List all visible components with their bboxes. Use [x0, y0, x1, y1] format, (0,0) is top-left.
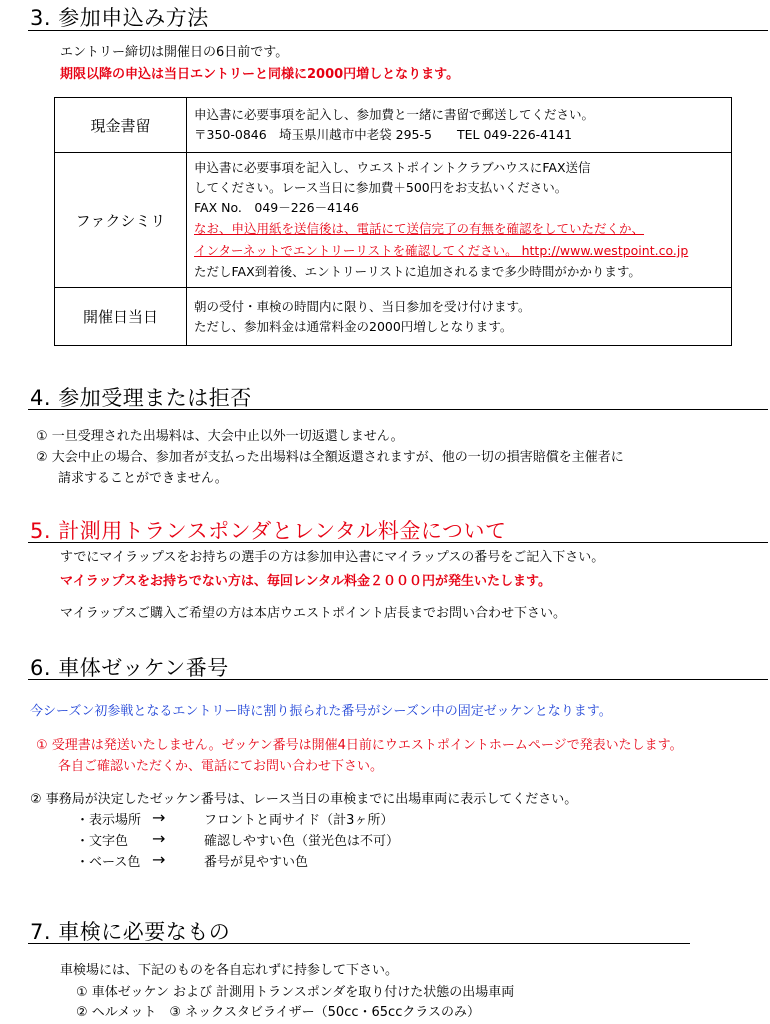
event-day-line-2: ただし、参加料金は通常料金の2000円増しとなります。 [194, 318, 513, 334]
section4-item-2: ② 大会中止の場合、参加者が支払った出場料は全額返還されますが、他の一切の損害賠償を主催者に [36, 450, 624, 465]
label-facsimile: ファクシミリ [55, 153, 187, 288]
section3-heading: 3. 参加申込み方法 [30, 6, 209, 30]
spec-label-base-color: ・ベース色 [76, 855, 141, 870]
section4-item-2-cont: 請求することができません。 [58, 471, 228, 486]
number-announcement-notice-cont: 各自ご確認いただくか、電話にてお問い合わせ下さい。 [58, 759, 384, 774]
section6-item-2: ② 事務局が決定したゼッケン番号は、レース当日の車検までに出場車両に表示してください。 [30, 792, 578, 807]
table-row-fax [55, 153, 732, 288]
section6-heading: 6. 車体ゼッケン番号 [30, 656, 229, 680]
fax-line-2: してください。レース当日に参加費＋500円をお支払いください。 [194, 180, 568, 195]
late-entry-notice: 期限以降の申込は当日エントリーと同様に2000円増しとなります。 [60, 67, 460, 82]
fax-red-note-2: インターネットでエントリーリストを確認してください。 http://www.westpoint.co.jp [194, 243, 689, 258]
arrow-icon: → [152, 829, 166, 848]
section4-heading: 4. 参加受理または拒否 [30, 386, 252, 410]
event-day-line-1: 朝の受付・車検の時間内に限り、当日参加を受け付けます。 [194, 298, 531, 314]
label-event-day: 開催日当日 [55, 288, 187, 346]
section7-intro: 車検場には、下記のものを各自忘れずに持参して下さい。 [60, 963, 399, 978]
table-row-cash [55, 98, 732, 153]
fax-last-line: ただしFAX到着後、エントリーリストに追加されるまで多少時間がかかります。 [194, 264, 641, 279]
content-event-day [187, 288, 732, 346]
entry-deadline: エントリー締切は開催日の6日前です。 [60, 45, 289, 60]
arrow-icon: → [152, 808, 166, 827]
fax-line-1: 申込書に必要事項を記入し、ウエストポイントクラブハウスにFAX送信 [194, 160, 591, 175]
section5-rule [28, 542, 768, 543]
section5-line-3: マイラップスご購入ご希望の方は本店ウエストポイント店長までお問い合わせ下さい。 [60, 606, 566, 621]
section4-rule [28, 409, 768, 410]
section7-rule [28, 943, 690, 944]
content-fax [187, 153, 732, 288]
spec-label-location: ・表示場所 [76, 813, 142, 828]
section7-item-1: ① 車体ゼッケン および 計測用トランスポンダを取り付けた状態の出場車両 [76, 985, 515, 1000]
number-announcement-notice: ① 受理書は発送いたしません。ゼッケン番号は開催4日前にウエストポイントホームページで発表いたします。 [36, 738, 683, 753]
section6-rule [28, 679, 768, 680]
content-cash [187, 98, 732, 153]
cash-line-2: 〒350-0846 埼玉県川越市中老袋 295-5 TEL 049-226-4141 [194, 127, 572, 142]
spec-value-text-color: 確認しやすい色（蛍光色は不可） [204, 834, 400, 849]
fixed-number-notice: 今シーズン初参戦となるエントリー時に割り振られた番号がシーズン中の固定ゼッケンとなります。 [30, 704, 612, 719]
label-cash-registered-mail: 現金書留 [55, 98, 187, 153]
section5-heading: 5. 計測用トランスポンダとレンタル料金について [30, 519, 507, 543]
application-method-table [54, 97, 732, 346]
cash-line-1: 申込書に必要事項を記入し、参加費と一緒に書留で郵送してください。 [194, 107, 595, 122]
section5-line-1: すでにマイラップスをお持ちの選手の方は参加申込書にマイラップスの番号をご記入下さい。 [60, 550, 605, 565]
section7-item-2: ② ヘルメット ③ ネックスタビライザー（50cc・65ccクラスのみ） [76, 1005, 480, 1020]
fax-number: FAX No. 049－226－4146 [194, 200, 359, 215]
fax-red-note-1: なお、申込用紙を送信後は、電話にて送信完了の有無を確認をしていただくか、 [194, 221, 645, 236]
arrow-icon: → [152, 850, 166, 869]
section3-rule [28, 30, 768, 31]
section7-heading: 7. 車検に必要なもの [30, 920, 231, 944]
section4-item-1: ① 一旦受理された出場料は、大会中止以外一切返還しません。 [36, 429, 404, 444]
spec-label-text-color: ・文字色 [76, 834, 129, 849]
table-row-event-day [55, 288, 732, 346]
rental-fee-notice: マイラップスをお持ちでない方は、毎回レンタル料金２０００円が発生いたします。 [60, 574, 551, 589]
spec-value-location: フロントと両サイド（計3ヶ所） [204, 813, 394, 828]
spec-value-base-color: 番号が見やすい色 [204, 855, 309, 870]
